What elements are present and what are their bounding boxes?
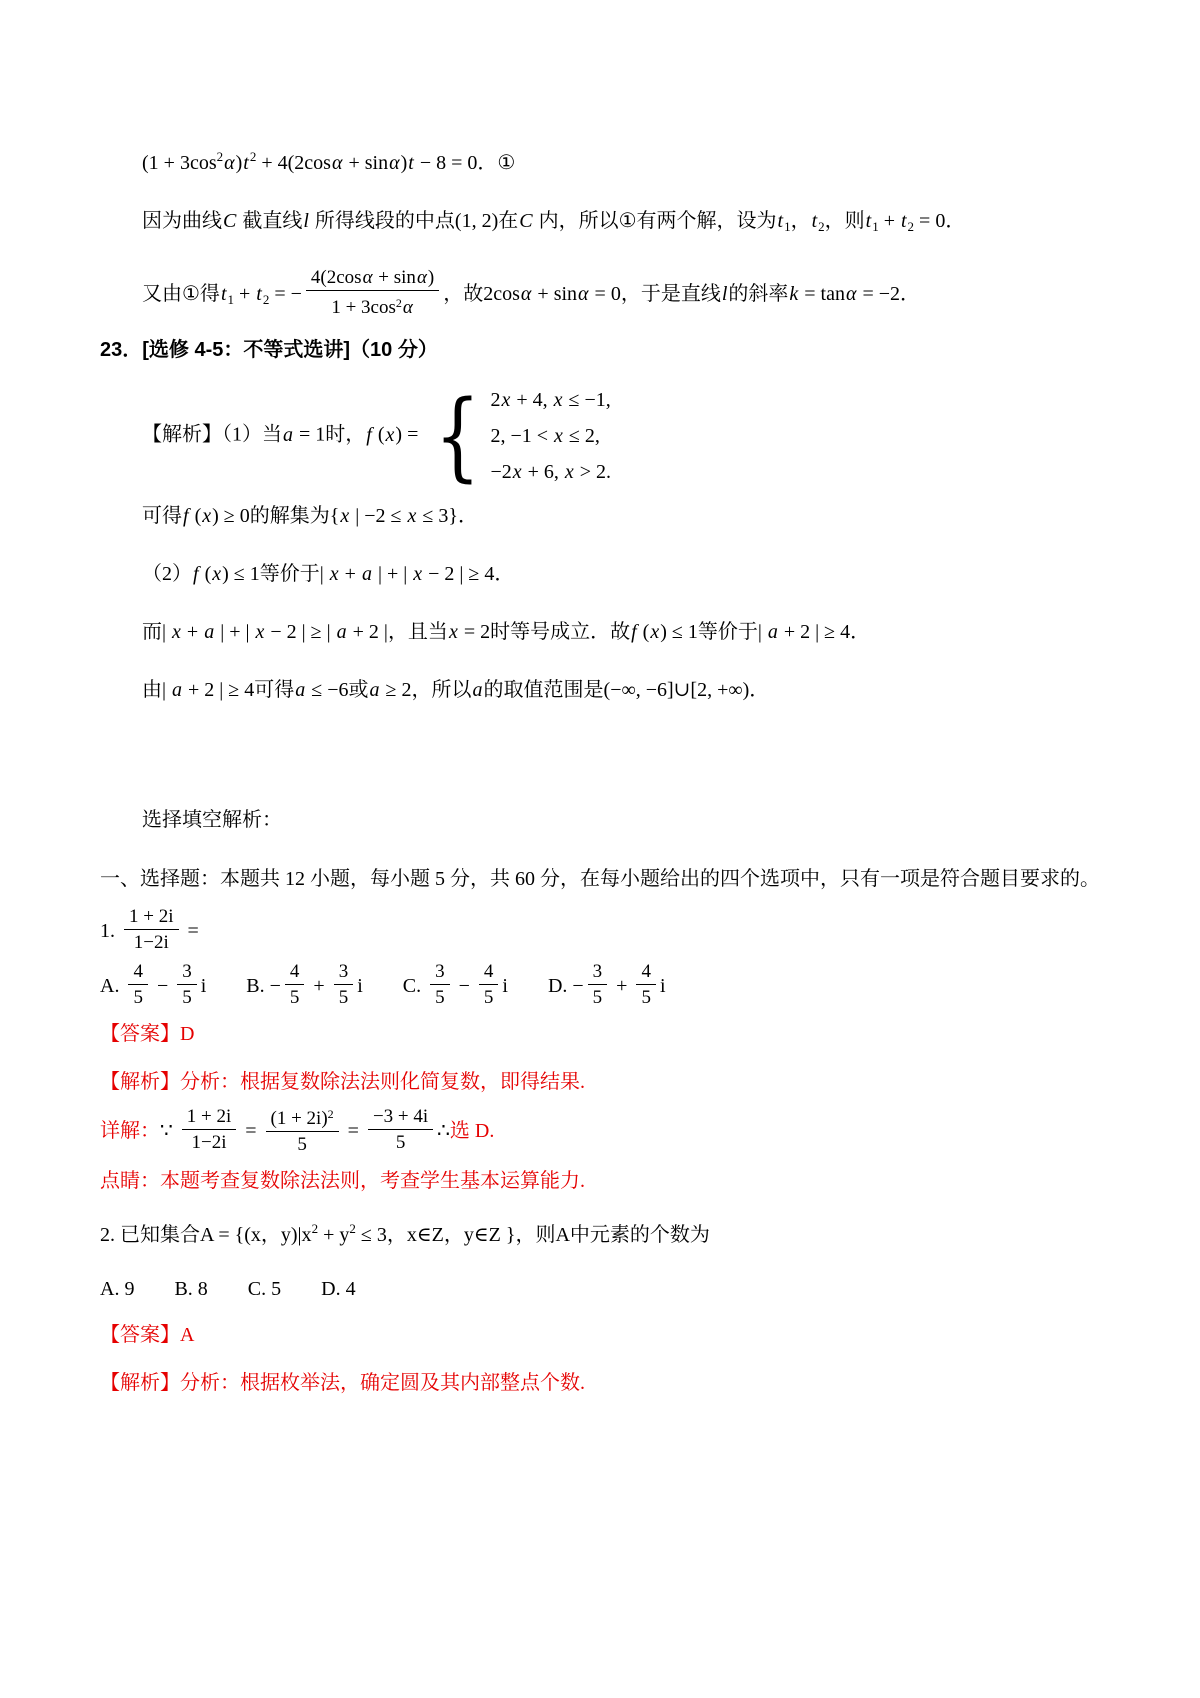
para-choice-section-intro: 一、选择题：本题共 12 小题，每小题 5 分，共 60 分，在每小题给出的四个选项中，只有一项是符合题目要求的。 <box>100 868 1100 890</box>
para-piecewise-definition: 【解析】（1）当a = 1时，f (x) = { 2x + 4, x ≤ −1, 2, −1 < x ≤ 2, −2x + 6, x > 2. <box>142 380 612 492</box>
left-brace: { <box>434 380 481 492</box>
para-midpoint-reasoning: 因为曲线C 截直线l 所得线段的中点(1, 2)在C 内，所以①有两个解，设为$t_1$，$t_2$，则$t_1 + t_2 = 0$． <box>142 210 966 234</box>
fraction: $\frac{(1 + 2i)^2}{5}$ <box>266 1102 339 1157</box>
question-1-stem: 1. $\frac{1 + 2i}{1-2i}$ = <box>100 906 199 953</box>
fraction: $\frac{1 + 2i}{1-2i}$ <box>124 904 179 955</box>
question-2-stem: 2. 已知集合A = {(x，$y)|x^2 + y^2 \le 3$，x∈Z，y∈Z }，则A中元素的个数为 <box>100 1221 710 1246</box>
question-1-options: A. $\frac{4}{5}$ − $\frac{3}{5}$ i B. − $\frac{4}{5}$ + $\frac{3}{5}$ i C. $\frac{3}{5}$ − $\frac{4}{5}$ i D. − $\frac{3}{5}$ + $\frac{4}{5}$ i <box>100 961 666 1008</box>
question-1-analysis: 【解析】分析：根据复数除法法则化简复数，即得结果. <box>100 1071 585 1093</box>
heading-answer-section: 选择填空解析： <box>142 809 282 831</box>
fraction: $\frac{3}{5}$ <box>177 959 197 1010</box>
question-1-detail: 详解：∵ $\frac{1 + 2i}{1-2i}$ = $\frac{(1 + 2i)^2}{5}$ = $\frac{-3 + 4i}{5}$ ∴选 D. <box>100 1105 1100 1160</box>
para-slope-conclusion: 又由①得$t_1 + t_2$ = − $\frac{4(2\cos\alpha + \sin\alpha)}{1 + 3\cos^2\alpha}$ ，故2cosα + sinα = 0，于是直线l的斜率k = tanα = −2． <box>142 267 921 318</box>
eq-parametric-quadratic: $(1 + 3\cos^2\alpha)t^2 + 4(2\cos\alpha + \sin\alpha)t - 8 = 0$．① <box>142 149 516 174</box>
para-inequality-derivation: 而| x + a | + | x − 2 | ≥ | a + 2 |，且当x = 2时等号成立．故f (x) ≤ 1等价于| a + 2 | ≥ 4． <box>142 621 871 643</box>
para-solution-set: 可得f (x) ≥ 0的解集为{x | −2 ≤ x ≤ 3}． <box>142 505 478 527</box>
question-2-analysis: 【解析】分析：根据枚举法，确定圆及其内部整点个数. <box>100 1372 585 1394</box>
fraction: $\frac{4}{5}$ <box>128 959 148 1010</box>
fraction: $\frac{3}{5}$ <box>588 959 608 1010</box>
piecewise-cases: { 2x + 4, x ≤ −1, 2, −1 < x ≤ 2, −2x + 6, x > 2. <box>434 380 612 492</box>
question-1-answer: 【答案】D <box>100 1023 195 1045</box>
fraction: $\frac{3}{5}$ <box>430 959 450 1010</box>
para-range-conclusion: 由| a + 2 | ≥ 4可得a ≤ −6或a ≥ 2，所以a的取值范围是(−∞, −6]∪[2, +∞)． <box>142 679 770 701</box>
fraction: $\frac{-3 + 4i}{5}$ <box>368 1104 433 1155</box>
fraction: $\frac{3}{5}$ <box>334 959 354 1010</box>
question-2-options: A. 9 B. 8 C. 5 D. 4 <box>100 1278 356 1300</box>
question-1-note: 点睛：本题考查复数除法法则，考查学生基本运算能力. <box>100 1170 585 1192</box>
fraction: $\frac{4}{5}$ <box>636 959 656 1010</box>
fraction: $\frac{4(2\cos\alpha + \sin\alpha)}{1 + 3\cos^2\alpha}$ <box>306 265 439 320</box>
question-2-answer: 【答案】A <box>100 1324 195 1346</box>
fraction: $\frac{1 + 2i}{1-2i}$ <box>182 1104 237 1155</box>
heading-question-23: 23．[选修 4-5：不等式选讲]（10 分） <box>100 339 438 361</box>
para-part2-equivalence: （2）f (x) ≤ 1等价于| x + a | + | x − 2 | ≥ 4． <box>142 563 515 585</box>
fraction: $\frac{4}{5}$ <box>285 959 305 1010</box>
fraction: $\frac{4}{5}$ <box>479 959 499 1010</box>
